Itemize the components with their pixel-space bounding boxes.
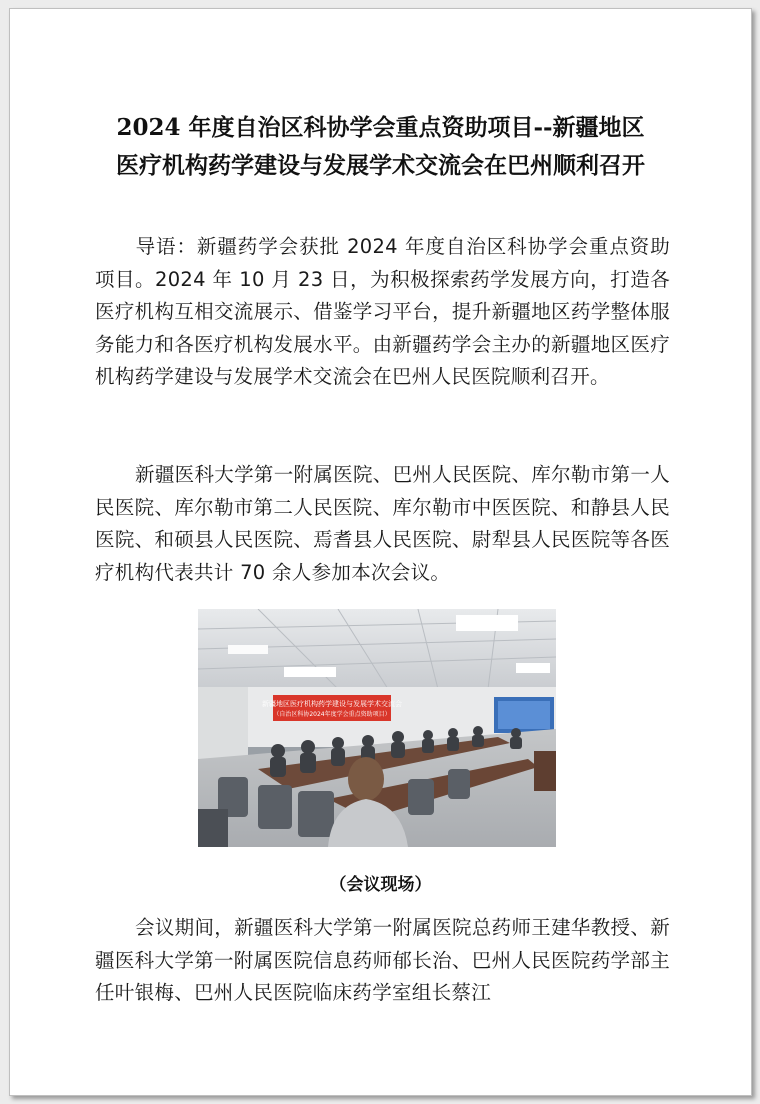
document-title [50,109,711,185]
paragraph-speakers [95,912,670,1010]
paragraph-speakers-text: 会议期间，新疆医科大学第一附属医院总药师王建华教授、新疆医科大学第一附属医院信息药师郁长治、巴州人民医院药学部主任叶银梅、巴州人民医院临床药学室组长蔡江 [95,916,670,1004]
title-line-2: 医疗机构药学建设与发展学术交流会在巴州顺利召开 [116,152,645,179]
title-line-1: 2024 年度自治区科协学会重点资助项目--新疆地区 [116,114,645,141]
photo-caption: （会议现场） [329,875,432,895]
meeting-photo [198,609,556,847]
paragraph-intro [95,231,670,394]
paragraph-attendees [95,459,670,589]
paragraph-attendees-text: 新疆医科大学第一附属医院、巴州人民医院、库尔勒市第一人民医院、库尔勒市第二人民医院、库尔勒市中医医院、和静县人民医院、和硕县人民医院、焉耆县人民医院、尉犁县人民医院等各医疗机构代表共计 70 余人参加本次会议。 [95,463,670,584]
banner-text-2: （自治区科协2024年度学会重点资助项目） [273,711,391,718]
banner-text-1: 新疆地区医疗机构药学建设与发展学术交流会 [262,700,402,708]
document-page [9,8,752,1096]
paragraph-intro-text: 导语：新疆药学会获批 2024 年度自治区科协学会重点资助项目。2024 年 10 月 23 日，为积极探索药学发展方向，打造各医疗机构互相交流展示、借鉴学习平台，提升新疆地区药学整体服务能力和各医疗机构发展水平。由新疆药学会主办的新疆地区医疗机构药学建设与发展学术交流会在巴州人民医院顺利召开。 [95,235,670,388]
